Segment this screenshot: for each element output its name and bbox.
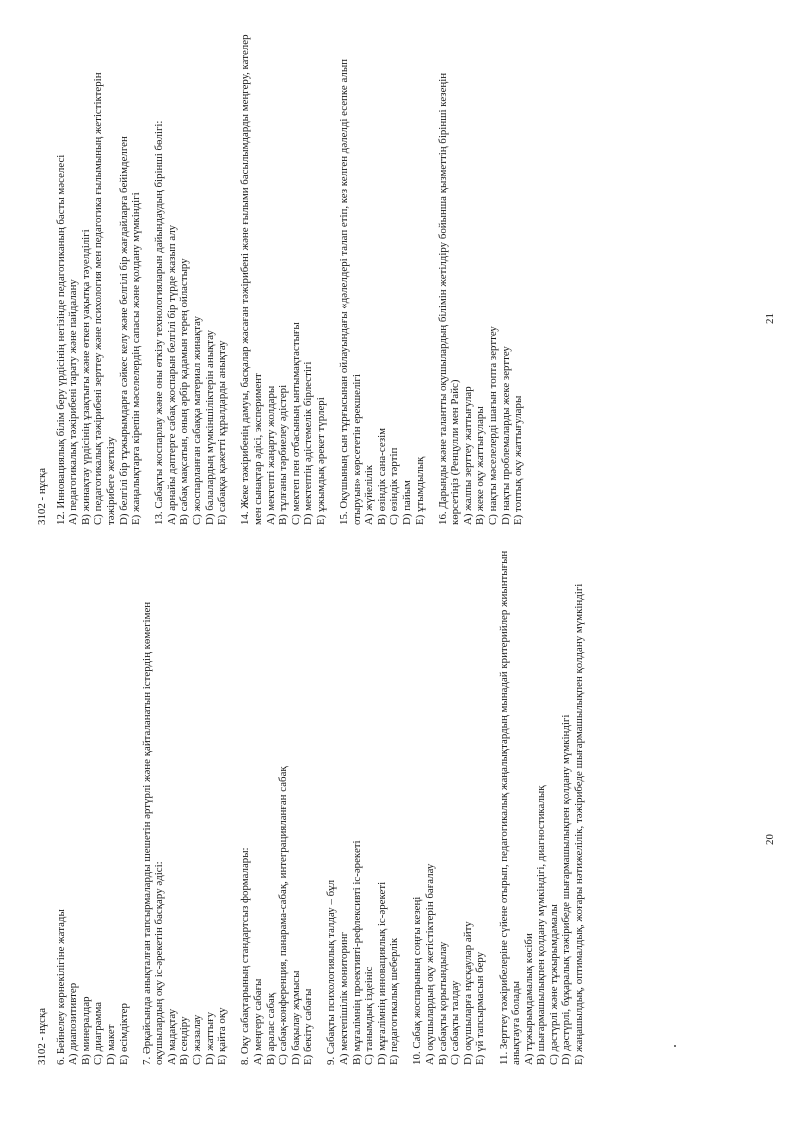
answer-option: D) макет bbox=[104, 1024, 117, 1065]
answer-option: D) мұғалімнің инновациялық іс-әрекеті bbox=[375, 881, 388, 1065]
answer-option: С) диаграмма bbox=[92, 1001, 105, 1065]
answer-option: В) жеке оқу жаттығулары bbox=[474, 406, 487, 525]
answer-option: D) пайым bbox=[400, 480, 413, 525]
page-number: 20 bbox=[764, 834, 776, 845]
question-block bbox=[141, 540, 229, 1065]
answer-option: Е) ұтымдылық bbox=[413, 456, 426, 525]
answer-option: В) тұлғаны тәрбиелеу әдістері bbox=[277, 384, 290, 525]
answer-option: А) оқушылардың оқу жетістіктерін бағалау bbox=[424, 863, 437, 1065]
answer-option: D) нақты проблемаларды жеке зерттеу bbox=[499, 346, 512, 525]
question-block bbox=[55, 540, 131, 1065]
answer-option: А) мектепті жаңарту жолдары bbox=[264, 385, 277, 525]
answer-option: Е) бекіту сабағы bbox=[302, 988, 315, 1065]
answer-option: D) белгілі бір тұжырымдарға сәйкес келу және белгілі бір жағдайларға бейімделген bbox=[117, 136, 130, 525]
left-page bbox=[36, 540, 596, 1065]
answer-option: Е) педагогикалық шеберлік bbox=[388, 937, 401, 1065]
answer-option: В) сендіру bbox=[178, 1016, 191, 1065]
question-block bbox=[325, 540, 401, 1065]
answer-option: В) өзіндік сана-сезім bbox=[375, 427, 388, 525]
question-text: 8. Оқу сабақтарының стандартсыз формалары: bbox=[239, 847, 252, 1065]
answer-option: Е) жаңашылдық, оптималдық, жоғары нәтижелілік, тәжірибеде шығармашылықпен қолдану мүмкіндігі bbox=[573, 583, 586, 1065]
answer-option: Е) сабаққа қажетті құралдарды анықтау bbox=[216, 340, 229, 525]
answer-option: Е) өсімдіктер bbox=[117, 1003, 130, 1065]
question-text: 13. Сабақты жоспарлау және оны өткізу технологияларын дайындаудың бірінші бөлігі: bbox=[153, 120, 166, 525]
answer-option: А) мадақтау bbox=[165, 1008, 178, 1065]
answer-option: А) педагогикалық тәжірибені тарату және пайдалану bbox=[67, 279, 80, 525]
question-block bbox=[338, 25, 426, 525]
answer-option: А) жалпы зерттеу жаттығулар bbox=[461, 386, 474, 525]
answer-option: D) бақылау жұмысы bbox=[289, 970, 302, 1065]
answer-option: Е) қайта оқу bbox=[216, 1007, 229, 1065]
question-text: 12. Инновациялық білім беру үрдісінің негізінде педагогиканың басты мәселесі bbox=[54, 154, 67, 525]
question-text: 16. Дарынды және талантты оқушылардың білімін жетілдіру бойынша қызметтің бірінші кезеңін көрсетіңіз (Ренцулли мен Райс) bbox=[436, 72, 462, 525]
answer-option: В) минералдар bbox=[79, 996, 92, 1065]
question-block bbox=[239, 540, 315, 1065]
answer-option: В) шығармашылықпен қолдану мүмкіндігі, диагностикалық bbox=[535, 785, 548, 1065]
question-block bbox=[411, 540, 487, 1065]
page-header: 3102 - нұсқа bbox=[36, 1007, 48, 1065]
answer-option: Е) топтық оқу жаттығулары bbox=[512, 395, 525, 525]
answer-option: D) оқушыларға нұсқаулар айту bbox=[461, 921, 474, 1065]
question-block bbox=[437, 25, 525, 525]
answer-option: А) жүйелілік bbox=[363, 464, 376, 525]
answer-option: В) аралас сабақ bbox=[264, 992, 277, 1065]
question-text: 14. Жеке тәжірибенің дамуы, басқалар жасаған тәжірибені және ғылыми басылымдарды меңгеру, кателер мен сынақтар әдісі, эксперимент bbox=[239, 34, 264, 525]
question-block bbox=[239, 25, 327, 525]
answer-option: В) сабақ мақсатын, оның әрбір қадамын терең ойластыру bbox=[178, 258, 191, 525]
answer-option: А) меңгеру сабағы bbox=[251, 978, 264, 1065]
answer-option: А) тұжырымдамалық көсіби bbox=[522, 933, 535, 1065]
answer-option: Е) жаңалықтарға кірепін мәселелердің сапасы және қолдану мүмкіндігі bbox=[130, 192, 143, 525]
answer-option: В) жинақтау үрдісінің ұзақтығы және өткен уақытқа тәуелділігі bbox=[79, 229, 92, 525]
answer-option: D) жаттығу bbox=[203, 1011, 216, 1065]
answer-option: С) сабақ-конференция, панарама-сабақ, интеграцияланған сабақ bbox=[277, 766, 290, 1065]
answer-option: А) мектепішілік мониторинг bbox=[337, 931, 350, 1065]
page-number: 21 bbox=[764, 313, 776, 324]
answer-option: С) жазалау bbox=[191, 1014, 204, 1065]
answer-option: С) танымдық іздеініс bbox=[363, 966, 376, 1065]
answer-option: С) жоспарланған сабаққа материал жинақтау bbox=[191, 316, 204, 525]
scan-speck bbox=[674, 1045, 676, 1047]
question-list bbox=[55, 540, 586, 1065]
answer-option: D) балалардың мүмкіншіліктерін анықтау bbox=[203, 330, 216, 525]
answer-option: А) арнайы дәптерге сабақ жоспарын белгілі бір түрде жазып алу bbox=[165, 224, 178, 525]
question-text: 7. Әрқайсында анықталған тапсырмаларды шешетін әртүрлі және қайталанатын істердің көмегімен оқушылардың оқу іс-әрекетін басқару әдісі: bbox=[140, 601, 166, 1065]
answer-option: В) сабақты қорытындылау bbox=[436, 941, 449, 1065]
answer-option: С) педагогикалық тәжірибені зерттеу және психология мен педагогика ғылымының жетістіктерін тәжірибеге жеткізу bbox=[92, 72, 117, 525]
answer-option: D) дәстүрлі, бұқаралық тәжірибеде шығармашылықпен қолдану мүмкіндігі bbox=[560, 714, 573, 1065]
answer-option: С) өзіндік тәртіп bbox=[388, 447, 401, 525]
answer-option: Е) үй тапсырмасын беру bbox=[474, 951, 487, 1065]
question-block bbox=[498, 540, 586, 1065]
answer-option: Е) ұжымдық әрекет түрлері bbox=[314, 397, 327, 525]
question-text: 9. Сабақты психологиялық талдау – бұл bbox=[325, 879, 338, 1065]
answer-option: С) сабақты талдау bbox=[449, 980, 462, 1065]
question-text: 15. Оқушының сын тұрғысынан ойлауындағы «дәлелдері талап етіп, кез келген дәлелді есепке алып отыруын» көрсететін ерекшелігі bbox=[337, 59, 363, 525]
answer-option: С) нақты мәселелерді шағын топта зерттеу bbox=[487, 326, 499, 525]
question-text: 11. Зерттеу тәжірибелеріне сүйене отырып, педагогикалық жаңалықтардың мынадай критерийлер жиынтығын анықтауға болады bbox=[497, 550, 523, 1065]
question-block bbox=[55, 25, 143, 525]
page-header: 3102 - нұсқа bbox=[36, 467, 48, 525]
answer-option: D) мектептің әдістемелік бірлестігі bbox=[302, 361, 315, 525]
question-text: 10. Сабақ жоспарының соңғы кезеңі bbox=[411, 896, 424, 1065]
answer-option: С) дәстүрлі және тұжырымдамалы bbox=[547, 904, 560, 1065]
question-list bbox=[55, 25, 525, 525]
answer-option: А) диапозитивтер bbox=[67, 982, 80, 1065]
answer-option: С) мектеп пен отбасының ынтымақтастығы bbox=[289, 322, 302, 525]
question-block bbox=[153, 25, 229, 525]
question-text: 6. Бейнелеу көрнекілігіне жатады bbox=[54, 909, 67, 1065]
answer-option: В) мұғалімнің проективті-рефлексивті іс-әрекеті bbox=[350, 840, 363, 1065]
right-page bbox=[36, 25, 535, 525]
